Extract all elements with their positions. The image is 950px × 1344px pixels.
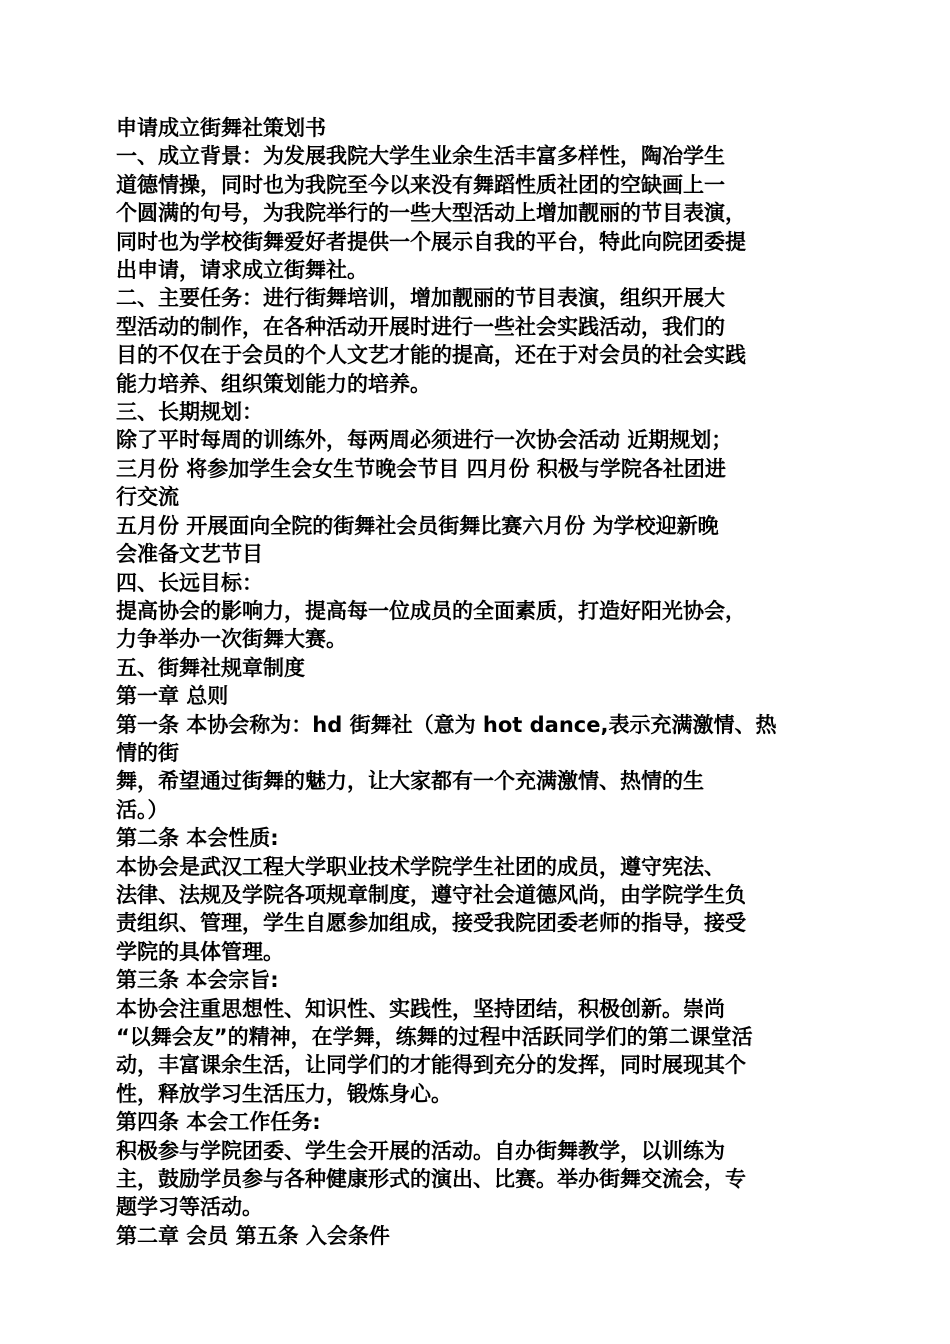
article-heading: 第四条 本会工作任务:: [116, 1110, 321, 1135]
section-heading: 四、长远目标：: [116, 570, 263, 595]
paragraph-line: 题学习等活动。: [116, 1195, 263, 1220]
paragraph-line: 会准备文艺节目: [116, 542, 263, 567]
paragraph-line: 活。）: [116, 797, 169, 822]
article-line: 第一条 本协会称为：hd 街舞社（意为 hot dance,表示充满激情、热: [116, 712, 777, 737]
paragraph-line: 除了平时每周的训练外，每两周必须进行一次协会活动 近期规划；: [116, 428, 733, 453]
paragraph-line: 出申请，请求成立街舞社。: [116, 258, 368, 283]
paragraph-line: 行交流: [116, 485, 179, 510]
document-body: [116, 114, 836, 1250]
paragraph-line: 型活动的制作，在各种活动开展时进行一些社会实践活动，我们的: [116, 314, 725, 339]
paragraph-line: 法律、法规及学院各项规章制度，遵守社会道德风尚，由学院学生负: [116, 882, 746, 907]
paragraph-line: 情的街: [116, 740, 179, 765]
paragraph-line: 力争举办一次街舞大赛。: [116, 627, 347, 652]
paragraph-line: 积极参与学院团委、学生会开展的活动。自办街舞教学，以训练为: [116, 1138, 725, 1163]
paragraph-line: “以舞会友”的精神，在学舞，练舞的过程中活跃同学们的第二课堂活: [116, 1025, 753, 1049]
paragraph-line: 同时也为学校街舞爱好者提供一个展示自我的平台，特此向院团委提: [116, 229, 746, 254]
paragraph-line: 道德情操，同时也为我院至今以来没有舞蹈性质社团的空缺画上一: [116, 172, 725, 197]
paragraph-line: 二、主要任务：进行街舞培训，增加靓丽的节目表演，组织开展大: [116, 286, 725, 311]
paragraph-line: 能力培养、组织策划能力的培养。: [116, 371, 431, 396]
chapter-heading: 第二章 会员 第五条 入会条件: [116, 1223, 390, 1248]
chapter-heading: 第一章 总则: [116, 684, 229, 709]
paragraph-line: 性，释放学习生活压力，锻炼身心。: [116, 1081, 452, 1106]
document-title: 申请成立街舞社策划书: [116, 116, 326, 140]
section-heading: 五、街舞社规章制度: [116, 655, 305, 680]
paragraph-line: 目的不仅在于会员的个人文艺才能的提高，还在于对会员的社会实践: [116, 343, 746, 368]
article-heading: 第二条 本会性质:: [116, 826, 279, 851]
paragraph-line: 提高协会的影响力，提高每一位成员的全面素质，打造好阳光协会，: [116, 598, 746, 623]
paragraph-line: 舞，希望通过街舞的魅力，让大家都有一个充满激情、热情的生: [116, 769, 704, 794]
paragraph-line: 主，鼓励学员参与各种健康形式的演出、比赛。举办街舞交流会，专: [116, 1167, 746, 1192]
paragraph-line: 责组织、管理，学生自愿参加组成，接受我院团委老师的指导，接受: [116, 911, 746, 936]
paragraph-line: 学院的具体管理。: [116, 939, 284, 964]
section-heading: 三、长期规划：: [116, 400, 263, 425]
paragraph-line: 一、成立背景：为发展我院大学生业余生活丰富多样性，陶冶学生: [116, 144, 725, 169]
article-heading: 第三条 本会宗旨:: [116, 968, 279, 993]
paragraph-line: 五月份 开展面向全院的街舞社会员街舞比赛六月份 为学校迎新晚: [116, 513, 719, 538]
paragraph-line: 本协会是武汉工程大学职业技术学院学生社团的成员，遵守宪法、: [116, 854, 725, 879]
paragraph-line: 三月份 将参加学生会女生节晚会节目 四月份 积极与学院各社团进: [116, 456, 726, 481]
paragraph-line: 个圆满的句号，为我院举行的一些大型活动上增加靓丽的节目表演，: [116, 201, 746, 226]
paragraph-line: 本协会注重思想性、知识性、实践性，坚持团结，积极创新。崇尚: [116, 996, 725, 1021]
paragraph-line: 动，丰富课余生活，让同学们的才能得到充分的发挥，同时展现其个: [116, 1053, 746, 1078]
